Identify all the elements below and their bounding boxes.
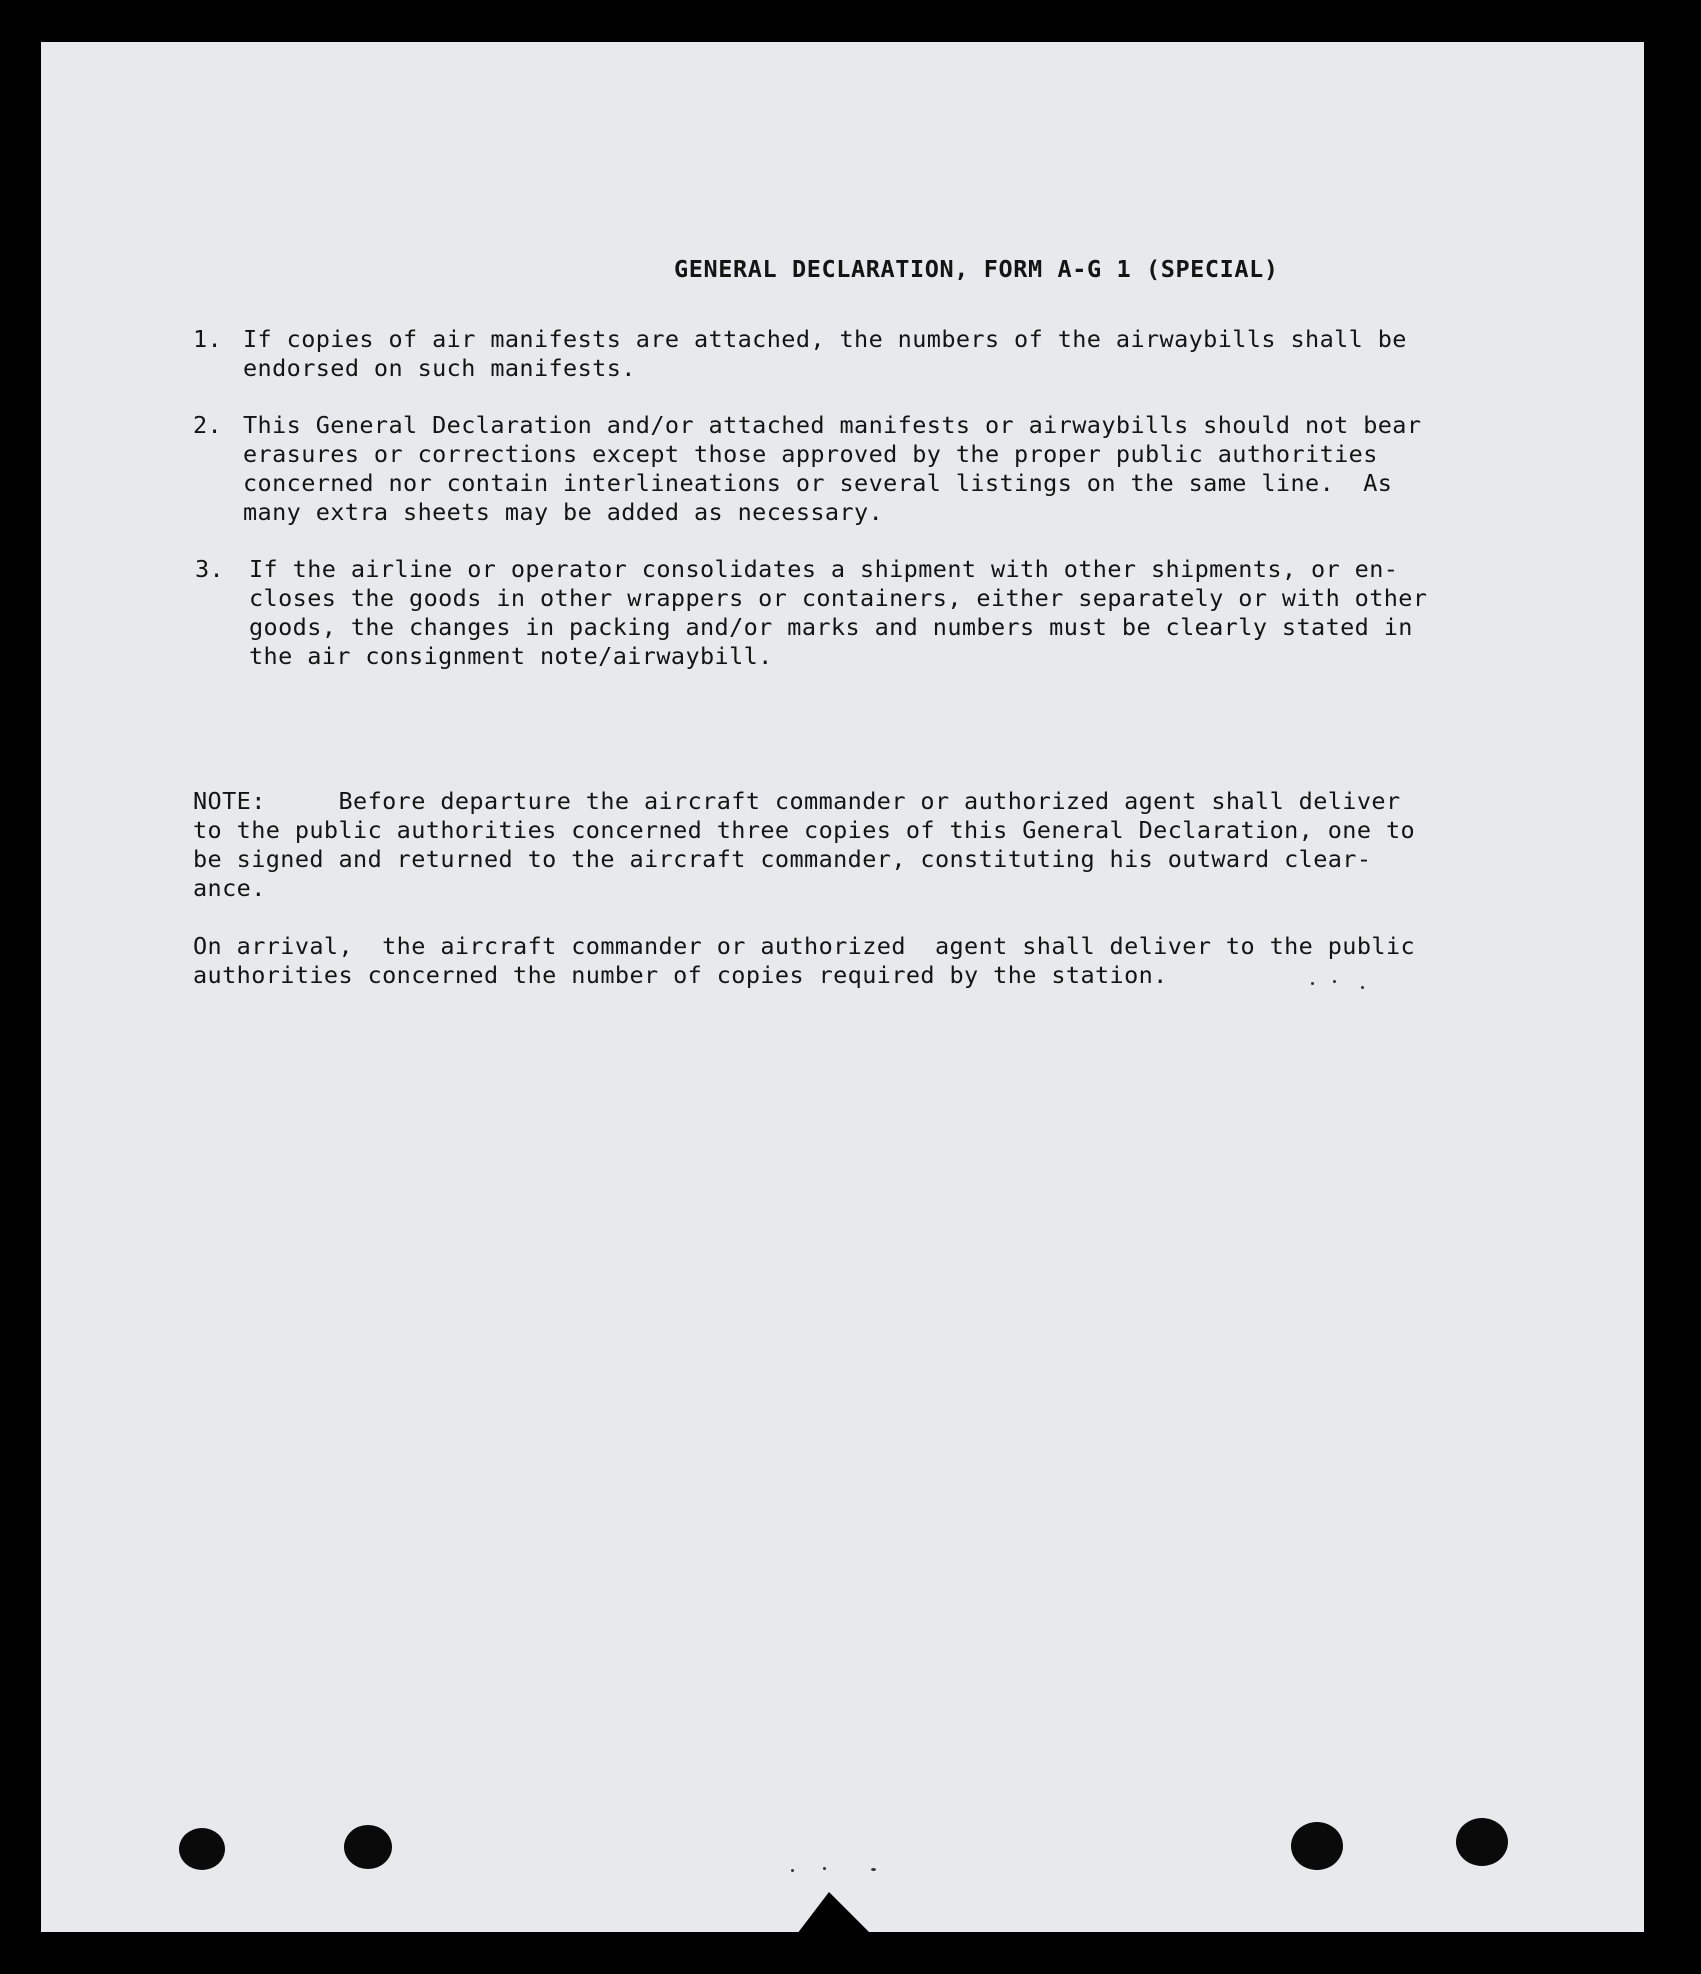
punch-hole-mark <box>1291 1822 1343 1870</box>
document-title: GENERAL DECLARATION, FORM A-G 1 (SPECIAL) <box>674 255 1279 283</box>
item-line: concerned nor contain interlineations or several listings on the same line. As <box>243 469 1393 497</box>
note-line: NOTE: Before departure the aircraft commander or authorized agent shall deliver <box>193 787 1401 815</box>
item-line: erasures or corrections except those approved by the proper public authorities <box>243 440 1378 468</box>
item-text <box>249 555 1514 671</box>
item-number: 2. <box>193 411 223 439</box>
item-line: This General Declaration and/or attached manifests or airwaybills should not bear <box>243 411 1422 439</box>
arrival-line: On arrival, the aircraft commander or authorized agent shall deliver to the public <box>193 932 1416 960</box>
speck-mark <box>871 1868 876 1871</box>
note-line: be signed and returned to the aircraft commander, constituting his outward clear- <box>193 845 1372 873</box>
punch-hole-mark <box>344 1825 392 1869</box>
punch-hole-mark <box>179 1828 225 1870</box>
speck-mark <box>1333 980 1336 983</box>
item-line: If copies of air manifests are attached, the numbers of the airwaybills shall be <box>243 325 1407 353</box>
punch-hole-mark <box>1456 1818 1508 1866</box>
speck-mark <box>823 1867 826 1870</box>
item-number: 3. <box>195 555 225 583</box>
departure-note <box>193 787 1518 903</box>
speck-mark <box>1361 986 1364 989</box>
item-line: many extra sheets may be added as necessary. <box>243 498 884 526</box>
note-line: to the public authorities concerned three copies of this General Declaration, one to <box>193 816 1416 844</box>
item-line: goods, the changes in packing and/or marks and numbers must be clearly stated in <box>249 613 1413 641</box>
note-line: ance. <box>193 874 266 902</box>
document-page <box>41 42 1644 1932</box>
item-number: 1. <box>193 325 223 353</box>
arrival-line: authorities concerned the number of copies required by the station. <box>193 961 1168 989</box>
arrival-paragraph <box>193 932 1518 990</box>
speck-mark <box>1311 982 1314 985</box>
item-line: endorsed on such manifests. <box>243 354 636 382</box>
item-text <box>243 325 1508 383</box>
paper-tear-mark <box>797 1892 871 1934</box>
item-line: the air consignment note/airwaybill. <box>249 642 773 670</box>
speck-mark <box>791 1869 794 1872</box>
item-line: closes the goods in other wrappers or containers, either separately or with other <box>249 584 1428 612</box>
item-text <box>243 411 1508 527</box>
item-line: If the airline or operator consolidates a shipment with other shipments, or en- <box>249 555 1399 583</box>
